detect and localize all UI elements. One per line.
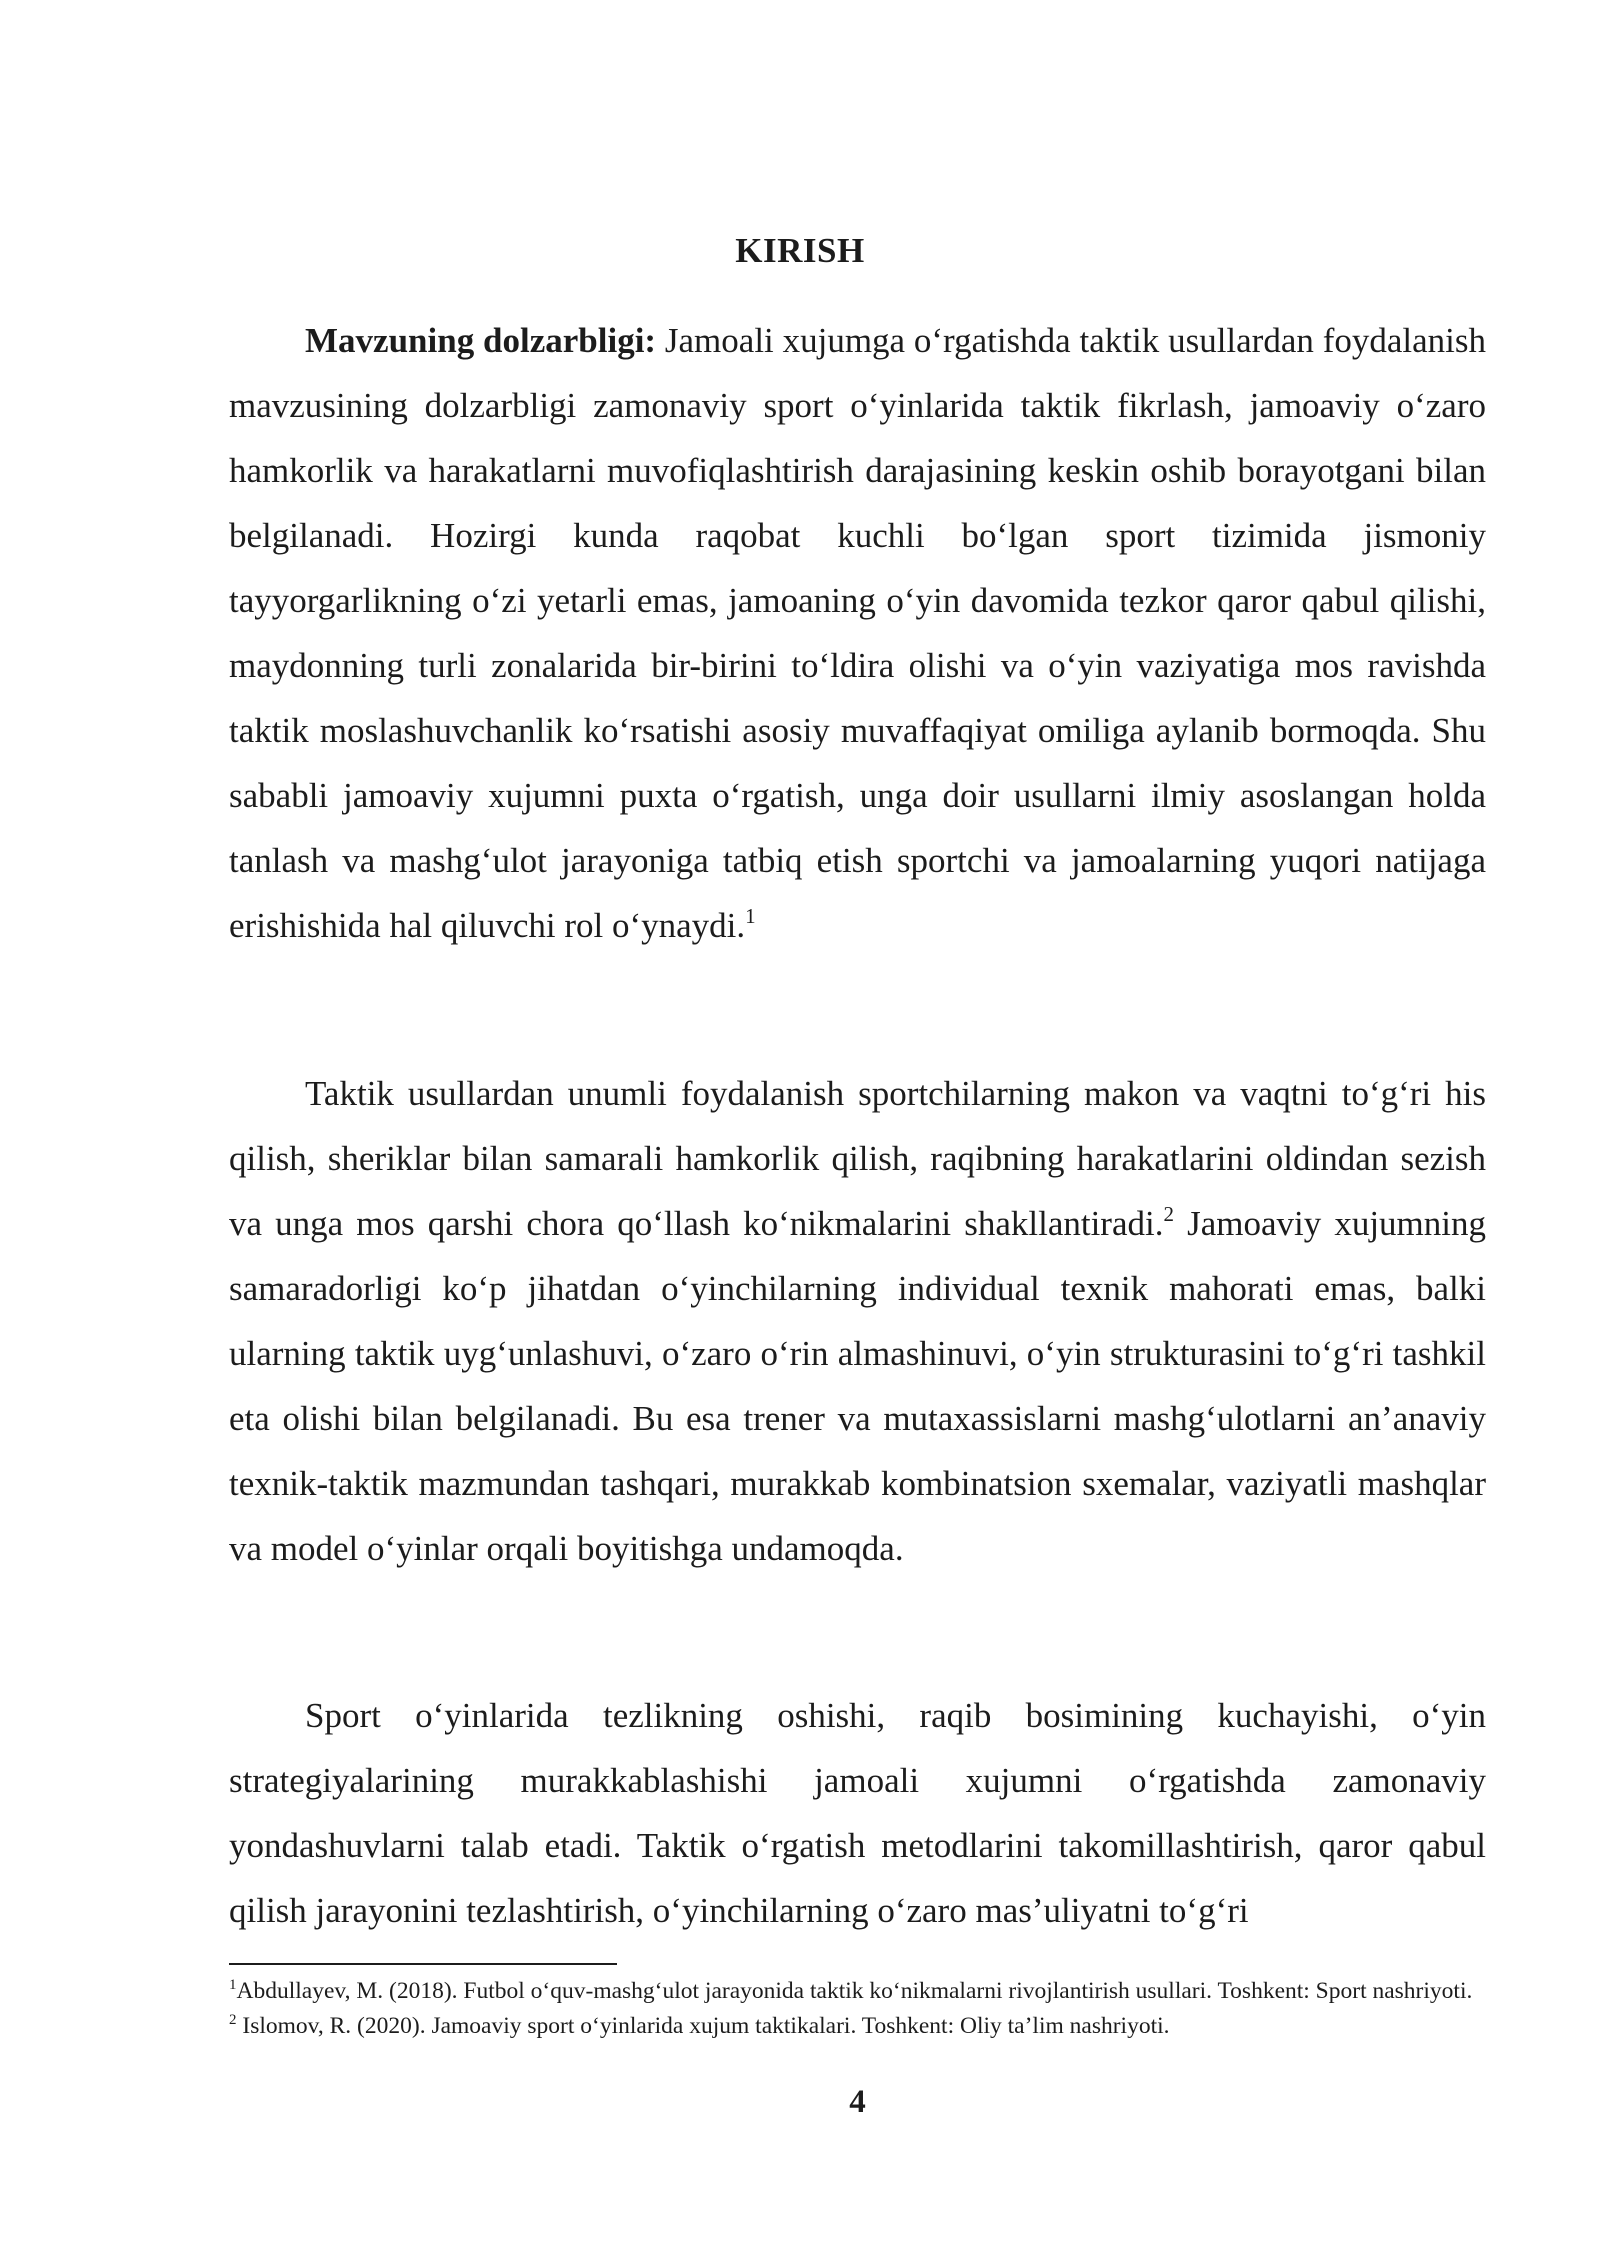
paragraph-text: Taktik usullardan unumli foydalanish sportchilarning makon va vaqtni to‘g‘ri his qilish, sheriklar bilan samarali hamkorlik qilish, raqibning harakatlarini oldindan sezish va unga mos qarshi chora qo‘llash ko‘nikmalarini shakllantiradi.: [229, 1074, 1486, 1243]
page-number: 4: [849, 2084, 866, 2120]
paragraph-text: Jamoaviy xujumning samaradorligi ko‘p jihatdan o‘yinchilarning individual texnik mahorati emas, balki ularning taktik uyg‘unlashuvi, o‘zaro o‘rin almashinuvi, o‘yin strukturasini to‘g‘ri tashkil eta olishi bilan belgilanadi. Bu esa trener va mutaxassislarni mashg‘ulotlarni an’anaviy texnik-taktik mazmundan tashqari, murakkab kombinatsion sxemalar, vaziyatli mashqlar va model o‘yinlar orqali boyitishga undamoqda.: [229, 1204, 1487, 1568]
paragraph-lead: Mavzuning dolzarbligi:: [305, 321, 657, 360]
footnote-item: [229, 2010, 1486, 2043]
footnote-mark: 2: [229, 2012, 237, 2028]
section-heading: KIRISH: [735, 231, 865, 270]
footnote-item: [229, 1975, 1486, 2008]
document-page: [229, 0, 1486, 2262]
footnotes: [229, 1975, 1486, 2045]
footnote-reference: 2: [1163, 1202, 1174, 1226]
footnote-text: Islomov, R. (2020). Jamoaviy sport o‘yinlarida xujum taktikalari. Toshkent: Oliy ta’lim nashriyoti.: [236, 2013, 1170, 2039]
paragraph-text: Jamoali xujumga o‘rgatishda taktik usullardan foydalanish mavzusining dolzarbligi zamonaviy sport o‘yinlarida taktik fikrlash, jamoaviy o‘zaro hamkorlik va harakatlarni muvofiqlashtirish darajasining keskin oshib borayotgani bilan belgilanadi. Hozirgi kunda raqobat kuchli bo‘lgan sport tizimida jismoniy tayyorgarlikning o‘zi yetarli emas, jamoaning o‘yin davomida tezkor qaror qabul qilishi, maydonning turli zonalarida bir-birini to‘ldira olishi va o‘yin vaziyatiga mos ravishda taktik moslashuvchanlik ko‘rsatishi asosiy muvaffaqiyat omiliga aylanib bormoqda. Shu sababli jamoaviy xujumni puxta o‘rgatish, unga doir usullarni ilmiy asoslangan holda tanlash va mashg‘ulot jarayoniga tatbiq etish sportchi va jamoalarning yuqori natijaga erishishida hal qiluvchi rol o‘ynaydi.: [229, 321, 1486, 945]
footnote-text: Abdullayev, M. (2018). Futbol o‘quv-mashg‘ulot jarayonida taktik ko‘nikmalarni rivojlantirish usullari. Toshkent: Sport nashriyoti.: [236, 1978, 1473, 2004]
paragraph-approaches: [229, 1683, 1486, 1943]
paragraph-relevance: [229, 308, 1486, 958]
footnote-mark: 1: [229, 1977, 237, 1993]
paragraph-tactics: [229, 1061, 1486, 1581]
footnote-separator: [229, 1963, 617, 1965]
paragraph-text: Sport o‘yinlarida tezlikning oshishi, raqib bosimining kuchayishi, o‘yin strategiyalarining murakkablashishi jamoali xujumni o‘rgatishda zamonaviy yondashuvlarni talab etadi. Taktik o‘rgatish metodlarini takomillashtirish, qaror qabul qilish jarayonini tezlashtirish, o‘yinchilarning o‘zaro mas’uliyatni to‘g‘ri: [229, 1696, 1486, 1930]
footnote-reference: 1: [745, 904, 756, 928]
